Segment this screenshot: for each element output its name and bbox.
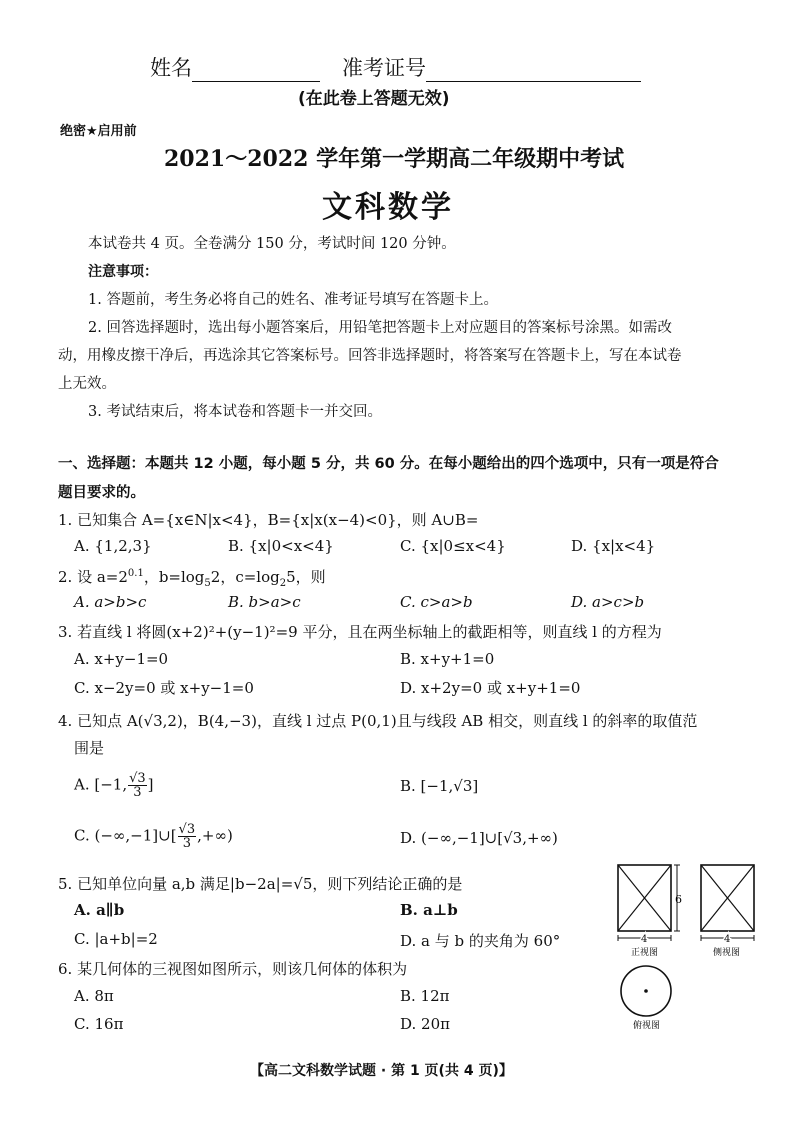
- q4-a-denominator: 3: [133, 785, 142, 800]
- q3-option-a: A. x+y−1=0: [74, 650, 169, 668]
- q4-option-c: [74, 823, 233, 850]
- q4-stem-2: 围是: [74, 739, 105, 757]
- section1-line1: 一、选择题：本题共 12 小题，每小题 5 分，共 60 分。在每小题给出的四个选项中，只有一项是符合: [58, 456, 719, 472]
- note-2b: 动，用橡皮擦干净后，再选涂其它答案标号。回答非选择题时，将答案写在答题卡上，写在本试卷: [58, 348, 682, 364]
- secret-label: 绝密★启用前: [60, 124, 137, 139]
- q1-option-b: B. {x|0<x<4}: [228, 537, 334, 555]
- top-view: [621, 966, 671, 1016]
- q2-option-d: D. a>c>b: [571, 593, 645, 611]
- q2-stem: [58, 566, 326, 589]
- q4-option-a: [74, 772, 154, 799]
- q5-option-d: D. a 与 b 的夹角为 60°: [400, 932, 561, 950]
- subject-title: 文科数学: [322, 190, 454, 225]
- q2-log-base-2: 2: [279, 578, 287, 589]
- invalid-note: (在此卷上答题无效): [298, 89, 450, 109]
- q6-option-b: B. 12π: [400, 987, 450, 1005]
- q6-option-c: C. 16π: [74, 1015, 124, 1033]
- q4-c-fraction: [178, 823, 197, 850]
- q5-stem: 5. 已知单位向量 a,b 满足|b−2a|=√5，则下列结论正确的是: [58, 875, 463, 893]
- q3-option-c: C. x−2y=0 或 x+y−1=0: [74, 679, 254, 697]
- q4-a-fraction: [128, 772, 147, 799]
- q5-option-c: C. |a+b|=2: [74, 930, 158, 948]
- q4-a-numerator: √3: [129, 771, 146, 786]
- side-width-label: 4: [724, 934, 731, 945]
- q1-stem: 1. 已知集合 A={x∈N|x<4}，B={x|x(x−4)<0}，则 A∪B=: [58, 511, 479, 529]
- q2-stem-mid: ，b=log: [143, 568, 205, 586]
- top-view-label: 俯视图: [633, 1021, 661, 1031]
- q1-option-c: C. {x|0≤x<4}: [400, 537, 506, 555]
- id-field: [342, 52, 641, 82]
- q2-option-b: B. b>a>c: [228, 593, 301, 611]
- note-2c: 上无效。: [58, 376, 116, 392]
- q1-option-a: A. {1,2,3}: [74, 537, 152, 555]
- side-view: [701, 865, 754, 941]
- name-blank: [192, 81, 320, 82]
- q4-c-numerator: √3: [178, 822, 196, 837]
- front-height-label: 6: [675, 893, 682, 906]
- q6-option-a: A. 8π: [74, 987, 114, 1005]
- page-footer: 【高二文科数学试题 · 第 1 页(共 4 页)】: [250, 1063, 513, 1079]
- id-label: 准考证号: [342, 56, 426, 80]
- q4-option-d: D. (−∞,−1]∪[√3,+∞): [400, 829, 558, 847]
- id-blank: [426, 81, 641, 82]
- section1-line2: 题目要求的。: [58, 485, 145, 501]
- q4-stem-1: 4. 已知点 A(√3,2)，B(4,−3)，直线 l 过点 P(0,1)且与线段 AB 相交，则直线 l 的斜率的取值范: [58, 712, 698, 730]
- note-3: 3. 考试结束后，将本试卷和答题卡一并交回。: [88, 404, 382, 420]
- note-2a: 2. 回答选择题时，选出每小题答案后，用铅笔把答题卡上对应题目的答案标号涂黑。如需改: [88, 320, 672, 336]
- q3-option-b: B. x+y+1=0: [400, 650, 495, 668]
- q2-stem-pre: 2. 设 a=2: [58, 568, 128, 586]
- q2-stem-mid2: 2，c=log: [210, 568, 280, 586]
- name-field: [150, 52, 320, 82]
- q3-option-d: D. x+2y=0 或 x+y+1=0: [400, 679, 581, 697]
- q4-a-post: ]: [147, 775, 154, 794]
- q2-stem-post: 5，则: [286, 568, 326, 586]
- q2-exponent: 0.1: [127, 568, 144, 579]
- front-view: [618, 865, 680, 941]
- q5-option-a: A. a∥b: [74, 901, 125, 919]
- q4-c-post: ,+∞): [197, 826, 233, 845]
- q2-log-base-1: 5: [204, 578, 211, 589]
- note-1: 1. 答题前，考生务必将自己的姓名、准考证号填写在答题卡上。: [88, 292, 498, 308]
- side-view-label: 侧视图: [713, 948, 741, 958]
- q5-option-b: B. a⊥b: [400, 901, 458, 919]
- q4-a-pre: A. [−1,: [74, 775, 128, 794]
- q3-stem: 3. 若直线 l 将圆(x+2)²+(y−1)²=9 平分，且在两坐标轴上的截距相等，则直线 l 的方程为: [58, 623, 662, 641]
- q6-stem: 6. 某几何体的三视图如图所示，则该几何体的体积为: [58, 960, 408, 978]
- front-width-label: 4: [641, 934, 648, 945]
- q6-option-d: D. 20π: [400, 1015, 450, 1033]
- name-label: 姓名: [150, 56, 192, 80]
- exam-title: 2021～2022 学年第一学期高二年级期中考试: [164, 146, 625, 172]
- q4-option-b: B. [−1,√3]: [400, 777, 479, 795]
- intro-text: 本试卷共 4 页。全卷满分 150 分，考试时间 120 分钟。: [88, 236, 456, 252]
- q2-option-c: C. c>a>b: [400, 593, 473, 611]
- q4-c-pre: C. (−∞,−1]∪[: [74, 826, 177, 845]
- three-view-figure: [605, 858, 790, 1038]
- front-view-label: 正视图: [631, 948, 659, 958]
- q2-option-a: A. a>b>c: [74, 593, 147, 611]
- notes-title: 注意事项：: [88, 264, 158, 280]
- q4-c-denominator: 3: [182, 836, 191, 851]
- q1-option-d: D. {x|x<4}: [571, 537, 656, 555]
